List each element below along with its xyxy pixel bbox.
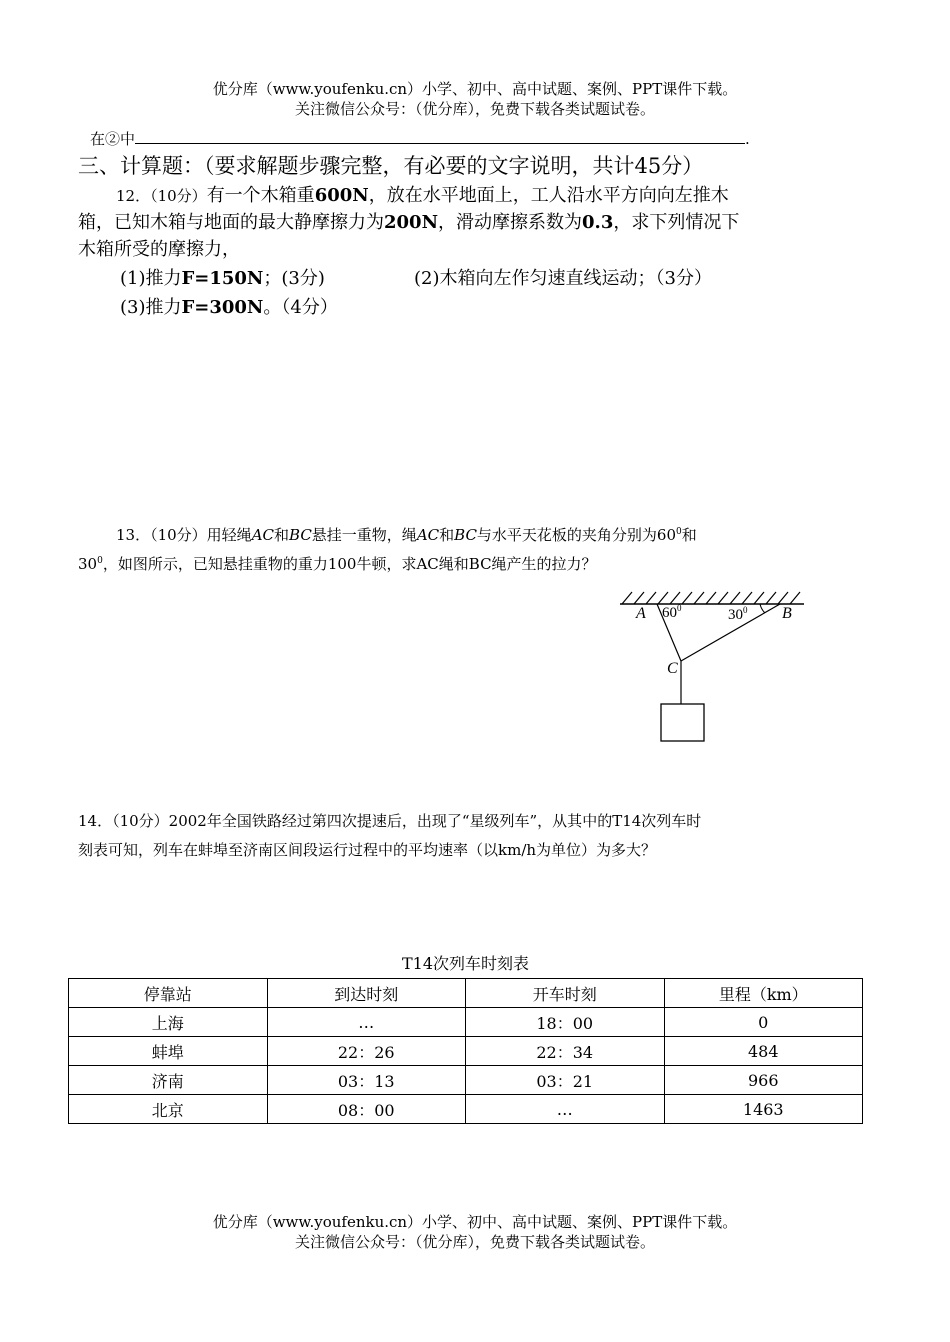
table-cell: 北京 — [69, 1095, 268, 1124]
section-title: 三、计算题：（要求解题步骤完整，有必要的文字说明，共计45分） — [78, 154, 704, 178]
q14-line-1: 14．（10分）2002年全国铁路经过第四次提速后，出现了“星级列车”，从其中的T14次列车时 — [78, 812, 702, 830]
footer-line-1: 优分库（www.youfenku.cn）小学、初中、高中试题、案例、PPT课件下载。 — [212, 1213, 738, 1231]
angle-b-label: $30^0$ — [728, 605, 748, 623]
table-cell: 03：13 — [267, 1066, 466, 1095]
table-cell: 济南 — [69, 1066, 268, 1095]
header-line-2: 关注微信公众号：（优分库），免费下载各类试题试卷。 — [294, 100, 655, 118]
table-cell: … — [466, 1095, 665, 1124]
table-header-cell: 到达时刻 — [267, 979, 466, 1008]
table-cell: 蚌埠 — [69, 1037, 268, 1066]
q12-part-1: (1)推力F=150N；(3分) — [120, 268, 325, 289]
timetable-caption: T14次列车时刻表 — [401, 954, 530, 973]
table-cell: 966 — [664, 1066, 863, 1095]
table-cell: 18：00 — [466, 1008, 665, 1037]
label-b: B — [782, 605, 792, 622]
table-header-row — [69, 979, 863, 1008]
table-header-cell: 里程（km） — [664, 979, 863, 1008]
q13-line-2: $30^0$，如图所示，已知悬挂重物的重力100牛顿，求AC绳和BC绳产生的拉力？ — [78, 555, 597, 573]
table-cell: 22：26 — [267, 1037, 466, 1066]
header-line-1: 优分库（www.youfenku.cn）小学、初中、高中试题、案例、PPT课件下载。 — [212, 80, 738, 98]
table-row — [69, 1008, 863, 1037]
table-cell: … — [267, 1008, 466, 1037]
angle-a-label: $60^0$ — [662, 603, 682, 621]
table-header-cell: 停靠站 — [69, 979, 268, 1008]
table-row — [69, 1095, 863, 1124]
footer-line-2: 关注微信公众号：（优分库），免费下载各类试题试卷。 — [294, 1233, 655, 1251]
table-cell: 上海 — [69, 1008, 268, 1037]
q12-part-2: (2)木箱向左作匀速直线运动；（3分） — [414, 268, 712, 289]
table-row — [69, 1066, 863, 1095]
table-cell: 22：34 — [466, 1037, 665, 1066]
label-a: A — [636, 605, 646, 622]
fill-line-suffix: . — [745, 130, 750, 148]
q12-line-2: 箱，已知木箱与地面的最大静摩擦力为200N，滑动摩擦系数为0.3，求下列情况下 — [78, 212, 740, 233]
ceiling-hatch — [620, 592, 804, 604]
fill-line-prefix: 在②中 — [90, 130, 136, 148]
table-cell: 484 — [664, 1037, 863, 1066]
table-row — [69, 1037, 863, 1066]
q12-line-3: 木箱所受的摩擦力， — [78, 239, 240, 260]
q12-part-3: (3)推力F=300N。（4分） — [120, 297, 338, 318]
table-cell: 08：00 — [267, 1095, 466, 1124]
angle-arc-b — [760, 604, 765, 613]
timetable — [68, 978, 863, 1124]
q13-line-1: 13．（10分）用轻绳AC和BC悬挂一重物，绳AC和BC与水平天花板的夹角分别为$60^0$和 — [116, 526, 697, 544]
table-cell: 03：21 — [466, 1066, 665, 1095]
table-cell: 0 — [664, 1008, 863, 1037]
q12-line-1: 12．（10分）有一个木箱重600N，放在水平地面上，工人沿水平方向向左推木 — [116, 185, 729, 206]
table-header-cell: 开车时刻 — [466, 979, 665, 1008]
table-cell: 1463 — [664, 1095, 863, 1124]
q14-line-2: 刻表可知，列车在蚌埠至济南区间段运行过程中的平均速率（以km/h为单位）为多大？ — [78, 841, 657, 859]
hanging-weight — [661, 704, 704, 741]
label-c: C — [667, 660, 678, 677]
